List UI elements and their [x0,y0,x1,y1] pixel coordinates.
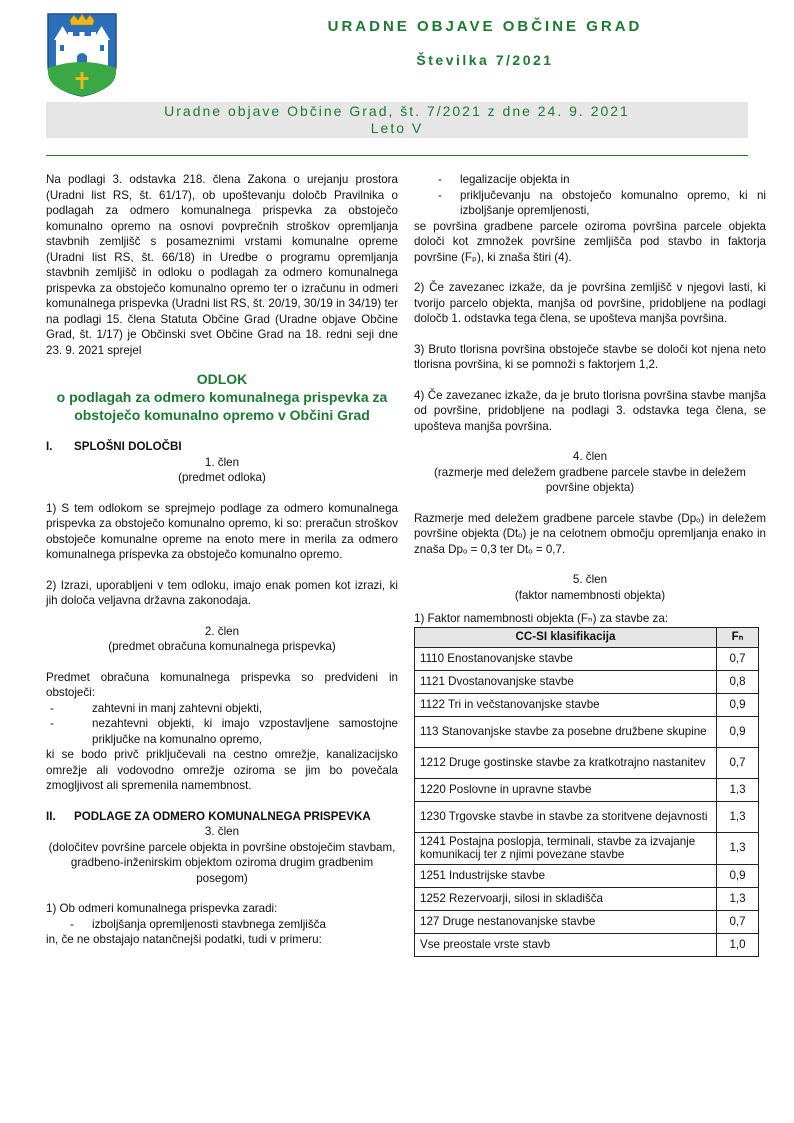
banner-line-1: Uradne objave Občine Grad, št. 7/2021 z dne 24. 9. 2021 [164,103,630,119]
issue-number: Številka 7/2021 [416,52,554,68]
section-number: I. [46,440,53,453]
table-row [415,778,759,801]
table-cell-value: 1,3 [717,801,759,832]
dash-bullet: - [438,173,442,186]
left-column [46,172,398,948]
publication-title: URADNE OBJAVE OBČINE GRAD [327,18,643,35]
article-subheading: (določitev površine parcele objekta in površine obstoječim stavbam, gradbeno-inženirskim objektom oziroma drugim gradbenim posegom) [48,840,396,885]
dash-bullet: - [70,917,74,931]
table-cell-label: 1251 Industrijske stavbe [415,864,717,887]
table-row [415,747,759,778]
paragraph: Razmerje med deležem gradbene parcele stavbe (Dpₒ) in deležem površine objekta (Dtₒ) je na celotnem območju opremljanja enako in znaša Dpₒ = 0,3 ter Dtₒ = 0,7. [414,511,766,556]
table-row [415,716,759,747]
table-cell-value: 1,3 [717,778,759,801]
list-item-text: priključevanju na obstoječo komunalno opremo, ki ni izboljšanje opremljenosti, [460,188,766,217]
article-heading: 5. člen [572,573,608,586]
table-header-row [415,627,759,647]
publication-banner [46,102,748,138]
use-factor-table [414,627,759,957]
list-item [414,188,766,219]
table-row [415,910,759,933]
list-item [46,917,398,933]
table-cell-label: 1212 Druge gostinske stavbe za kratkotrajno nastanitev [415,747,717,778]
table-cell-label: 1110 Enostanovanjske stavbe [415,647,717,670]
section-heading-1 [46,439,398,455]
paragraph: 4) Če zavezanec izkaže, da je bruto tlorisna površina stavbe manjša od površine, pridobljene na podlagi 3. odstavka tega člena, se upošteva manjša površina. [414,388,766,433]
table-row [415,832,759,864]
table-cell-value: 0,7 [717,747,759,778]
paragraph: in, če ne obstajajo natančnejši podatki, tudi v primeru: [46,933,322,946]
table-row [415,887,759,910]
column-header-factor: Fₙ [717,627,759,647]
table-cell-label: 1121 Dvostanovanjske stavbe [415,670,717,693]
table-cell-label: 113 Stanovanjske stavbe za posebne družbene skupine [415,716,717,747]
article-subheading: (predmet obračuna komunalnega prispevka) [108,640,336,653]
table-cell-value: 0,8 [717,670,759,693]
table-row [415,933,759,956]
list-item [46,716,398,747]
table-row [415,670,759,693]
article-subheading: (predmet odloka) [178,471,266,484]
paragraph: 2) Če zavezanec izkaže, da je površina zemljišč v njegovi lasti, ki tvorijo parcelo objekta, manjša od površine, pridobljene na podlagi določb 1. odstavka tega člena, se upošteva manjša površina. [414,281,766,325]
paragraph: 1) S tem odlokom se sprejmejo podlage za odmero komunalnega prispevka za obstoječo komunalno opremo, ki so: preračun stroškov obstoječe komunalne opreme na enoto mere in merila za odmero komunalnega prispevka za obstoječo komunalno opremo. [46,501,398,561]
paragraph: Predmet obračuna komunalnega prispevka so predvideni in obstoječi: [46,670,398,699]
table-cell-value: 1,3 [717,832,759,864]
list-item [46,701,398,717]
table-cell-value: 0,7 [717,910,759,933]
table-cell-value: 0,9 [717,864,759,887]
article-heading: 4. člen [572,450,608,463]
table-row [415,864,759,887]
section-title: SPLOŠNI DOLOČBI [74,440,182,453]
table-cell-value: 1,0 [717,933,759,956]
table-cell-label: 1230 Trgovske stavbe in stavbe za storitvene dejavnosti [415,801,717,832]
table-cell-label: 1252 Rezervoarji, silosi in skladišča [415,887,717,910]
table-cell-value: 1,3 [717,887,759,910]
decree-title-line-2: o podlagah za odmero komunalnega prispevka za obstoječo komunalno opremo v Občini Grad [56,389,388,423]
article-heading: 1. člen [204,455,240,469]
decree-title [46,370,398,424]
table-cell-value: 0,9 [717,693,759,716]
section-heading-2 [46,809,398,825]
table-cell-label: 1241 Postajna poslopja, terminali, stavbe za izvajanje komunikacij ter z njimi povezane stavbe [415,832,717,864]
paragraph: 1) Faktor namembnosti objekta (Fₙ) za stavbe za: [414,612,668,625]
table-cell-value: 0,7 [717,647,759,670]
article-heading: 2. člen [204,624,240,638]
dash-bullet: - [50,717,54,730]
article-subheading: (faktor namembnosti objekta) [514,588,666,602]
right-column [414,172,766,957]
preamble: Na podlagi 3. odstavka 218. člena Zakona o urejanju prostora (Uradni list RS, št. 61/17), ob upoštevanju določb Pravilnika o podlagah za odmero komunalnega prispevka za obstoječo komunalno opremo na osnovi povprečnih stroškov opremljanja stavbnih zemljišč s posameznimi vrstami komunalne opreme (Uradni list RS, št. 66/18) in Uredbe o programu opremljanja stavbnih zemljišč in odloku o podlagah za odmero komunalnega prispevka za obstoječo komunalno opremo ter o izračunu in odmeri komunalnega prispevka (Uradni list RS, št. 20/19, 30/19 in 34/19) ter na podlagi 15. člena Statuta Občine Grad (Uradne objave Občine Grad, št. 1/17) je Občinski svet Občine Grad na 18. redni seji dne 23. 9. 2021 sprejel [46,173,398,357]
table-row [415,693,759,716]
header-divider [46,155,748,156]
column-header-classification: CC-SI klasifikacija [415,627,717,647]
list-item-text: nezahtevni objekti, ki imajo vzpostavljene samostojne priključke na komunalno opremo, [92,717,398,746]
table-row [415,647,759,670]
paragraph: se površina gradbene parcele oziroma površina parcele objekta določi kot zmnožek površine zemljišča pod stavbo in faktorja površine (Fₚ), ki znaša štiri (4). [414,219,766,264]
banner-line-2: Leto V [370,120,424,136]
list-item-text: legalizacije objekta in [460,173,570,186]
municipal-coat-of-arms-logo [46,12,118,98]
section-title: PODLAGE ZA ODMERO KOMUNALNEGA PRISPEVKA [74,809,371,823]
table-cell-value: 0,9 [717,716,759,747]
table-cell-label: 1220 Poslovne in upravne stavbe [415,778,717,801]
paragraph: 2) Izrazi, uporabljeni v tem odloku, imajo enak pomen kot izrazi, ki jih določa veljavna državna zakonodaja. [46,578,398,607]
table-cell-label: Vse preostale vrste stavb [415,933,717,956]
list-item [414,172,766,188]
paragraph: ki se bodo privč priključevali na cestno omrežje, kanalizacijsko omrežje ali vodovodno omrežje oziroma se jim bo povečala zmogljivost ali spremenila namembnost. [46,748,398,792]
dash-bullet: - [50,701,54,715]
table-cell-label: 127 Druge nestanovanjske stavbe [415,910,717,933]
dash-bullet: - [438,188,442,202]
decree-title-line-1: ODLOK [196,371,248,387]
table-cell-label: 1122 Tri in večstanovanjske stavbe [415,693,717,716]
paragraph: 3) Bruto tlorisna površina obstoječe stavbe se določi kot njena neto tlorisna površina, ki se pomnoži s faktorjem 1,2. [414,342,766,371]
paragraph: 1) Ob odmeri komunalnega prispevka zaradi: [46,902,278,915]
list-item-text: izboljšanja opremljenosti stavbnega zemljišča [92,917,326,931]
article-subheading: (razmerje med deležem gradbene parcele stavbe in deležem površine objekta) [434,465,746,494]
table-row [415,801,759,832]
list-item-text: zahtevni in manj zahtevni objekti, [92,701,263,715]
section-number: II. [46,809,56,823]
article-heading: 3. člen [204,825,240,838]
